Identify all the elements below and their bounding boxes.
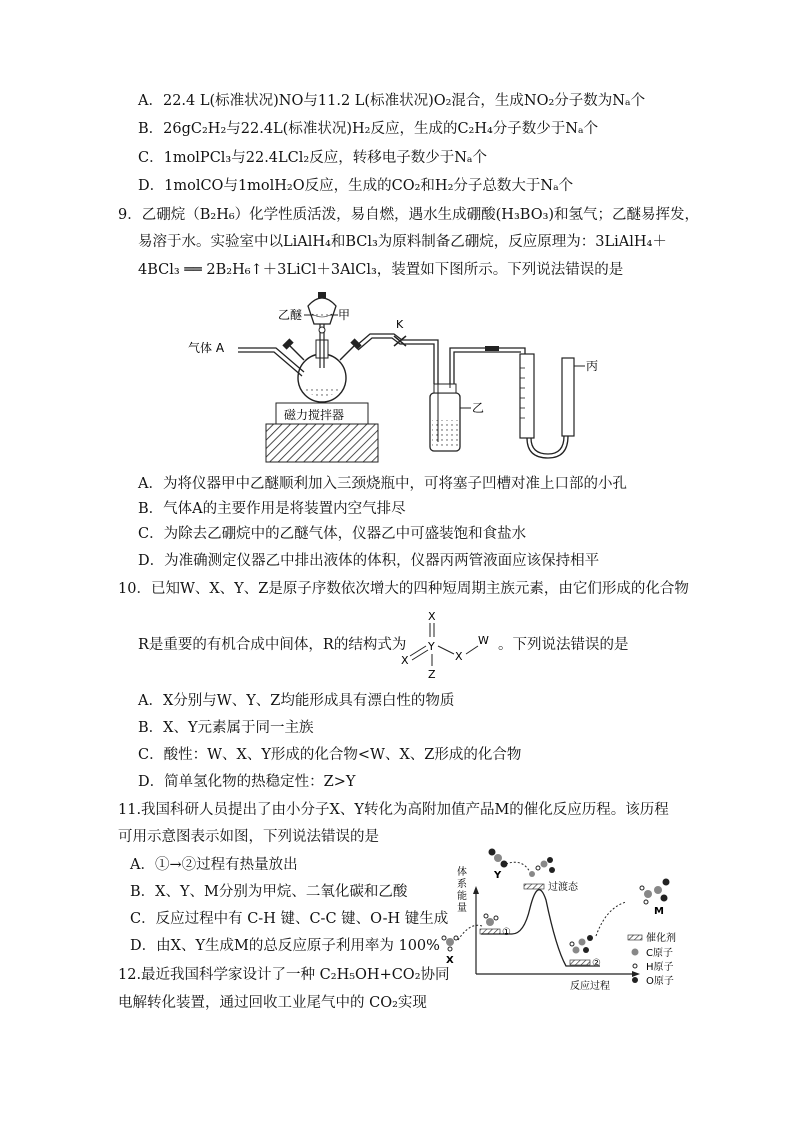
y-axis-label-1: 体 xyxy=(457,867,467,878)
molecule-on-catalyst-1 xyxy=(484,914,498,926)
q10-option-a: A．X分别与W、Y、Z均能形成具有漂白性的物质 xyxy=(138,693,455,709)
q9-option-d: D．为准确测定仪器乙中排出液体的体积，仪器丙两管液面应该保持相平 xyxy=(138,553,600,569)
legend-h-atom: H原子 xyxy=(646,962,674,973)
y-axis-label-3: 能 xyxy=(457,891,467,902)
molecule-x-label: X xyxy=(446,955,454,966)
molecule-x xyxy=(442,936,458,951)
bing-label: 丙 xyxy=(586,359,599,373)
transition-state-label: 过渡态 xyxy=(548,882,578,893)
molecule-on-catalyst-2 xyxy=(570,935,593,954)
ether-label: 乙醚 xyxy=(278,308,303,322)
struct-w: W xyxy=(478,634,489,647)
q9-option-b: B．气体A的主要作用是将装置内空气排尽 xyxy=(138,501,406,517)
q11-option-a: A．①→②过程有热量放出 xyxy=(130,857,298,873)
transition-state-molecule xyxy=(529,857,555,877)
q9-option-a: A．为将仪器甲中乙醚顺利加入三颈烧瓶中，可将塞子凹槽对准上口部的小孔 xyxy=(138,476,627,492)
energy-diagram xyxy=(436,838,686,996)
structural-formula xyxy=(398,606,498,684)
q8-option-d: D．1molCO与1molH₂O反应，生成的CO₂和H₂分子总数大于Nₐ个 xyxy=(138,178,574,194)
hatched-base xyxy=(266,424,378,462)
measuring-tube-bing xyxy=(520,354,534,438)
molecule-m-label: M xyxy=(654,906,664,917)
dropping-funnel xyxy=(308,298,336,324)
q11-option-c: C．反应过程中有 C-H 键、C-C 键、O-H 键生成 xyxy=(130,911,449,927)
y-axis-label-4: 量 xyxy=(457,903,467,914)
yi-label: 乙 xyxy=(472,401,485,415)
q8-option-a: A．22.4 L(标准状况)NO与11.2 L(标准状况)O₂混合，生成NO₂分子数为Nₐ个 xyxy=(138,93,646,109)
molecule-y xyxy=(489,849,508,868)
q8-option-c: C．1molPCl₃与22.4LCl₂反应，转移电子数少于Nₐ个 xyxy=(138,150,487,166)
struct-x-left: X xyxy=(401,654,409,667)
legend-c-atom: C原子 xyxy=(646,948,673,959)
q10-option-d: D．简单氢化物的热稳定性：Z>Y xyxy=(138,774,356,790)
state-2: ② xyxy=(592,958,601,969)
q10-stem-line2b: 。下列说法错误的是 xyxy=(498,637,629,653)
struct-x-top: X xyxy=(428,610,436,623)
q11-stem-line1: 11.我国科研人员提出了由小分子X、Y转化为高附加值产品M的催化反应历程。该历程 xyxy=(118,802,669,818)
gas-a-label: 气体 A xyxy=(188,341,225,355)
legend-o-atom: O原子 xyxy=(646,976,674,987)
q9-stem-line2: 易溶于水。实验室中以LiAlH₄和BCl₃为原料制备乙硼烷，反应原理为：3LiAlH₄＋ xyxy=(138,234,667,250)
stirrer-label: 磁力搅拌器 xyxy=(284,408,345,422)
state-1: ① xyxy=(502,927,511,938)
struct-z: Z xyxy=(428,668,436,681)
q11-stem-line2: 可用示意图表示如图，下列说法错误的是 xyxy=(118,829,379,845)
molecule-y-label: Y xyxy=(494,870,502,881)
q8-option-b: B．26gC₂H₂与22.4L(标准状况)H₂反应，生成的C₂H₄分子数少于Nₐ个 xyxy=(138,121,599,137)
q12-stem-line1: 12.最近我国科学家设计了一种 C₂H₅OH+CO₂协同 xyxy=(118,967,450,983)
y-axis-label-2: 系 xyxy=(457,879,467,890)
q12-stem-line2: 电解转化装置，通过回收工业尾气中的 CO₂实现 xyxy=(118,995,427,1011)
q11-option-d: D．由X、Y生成M的总反应原子利用率为 100% xyxy=(130,938,440,954)
struct-x-right: X xyxy=(455,650,463,663)
q10-stem-line1: 10．已知W、X、Y、Z是原子序数依次增大的四种短周期主族元素，由它们形成的化合物 xyxy=(118,581,689,597)
q11-option-b: B．X、Y、M分别为甲烷、二氧化碳和乙酸 xyxy=(130,884,408,900)
legend-catalyst: 催化剂 xyxy=(646,933,676,944)
q9-stem-line1: 9．乙硼烷（B₂H₆）化学性质活泼，易自燃，遇水生成硼酸(H₃BO₃)和氢气；乙醚易挥发， xyxy=(118,207,700,223)
struct-y: Y xyxy=(428,640,435,653)
energy-curve xyxy=(481,890,600,966)
valve-k-label: K xyxy=(396,318,404,331)
jia-label: 甲 xyxy=(338,308,351,322)
q9-stem-line3: 4BCl₃ ══ 2B₂H₆↑＋3LiCl＋3AlCl₃，装置如下图所示。下列说法错误的是 xyxy=(138,262,624,278)
molecule-m xyxy=(640,879,670,905)
q10-stem-line2a: R是重要的有机合成中间体，R的结构式为 xyxy=(138,637,407,653)
x-axis-label: 反应过程 xyxy=(570,981,610,992)
q10-option-c: C．酸性：W、X、Y形成的化合物<W、X、Z形成的化合物 xyxy=(138,747,522,763)
q9-option-c: C．为除去乙硼烷中的乙醚气体，仪器乙中可盛装饱和食盐水 xyxy=(138,526,527,542)
q10-option-b: B．X、Y元素属于同一主族 xyxy=(138,720,314,736)
apparatus-figure xyxy=(180,288,620,464)
